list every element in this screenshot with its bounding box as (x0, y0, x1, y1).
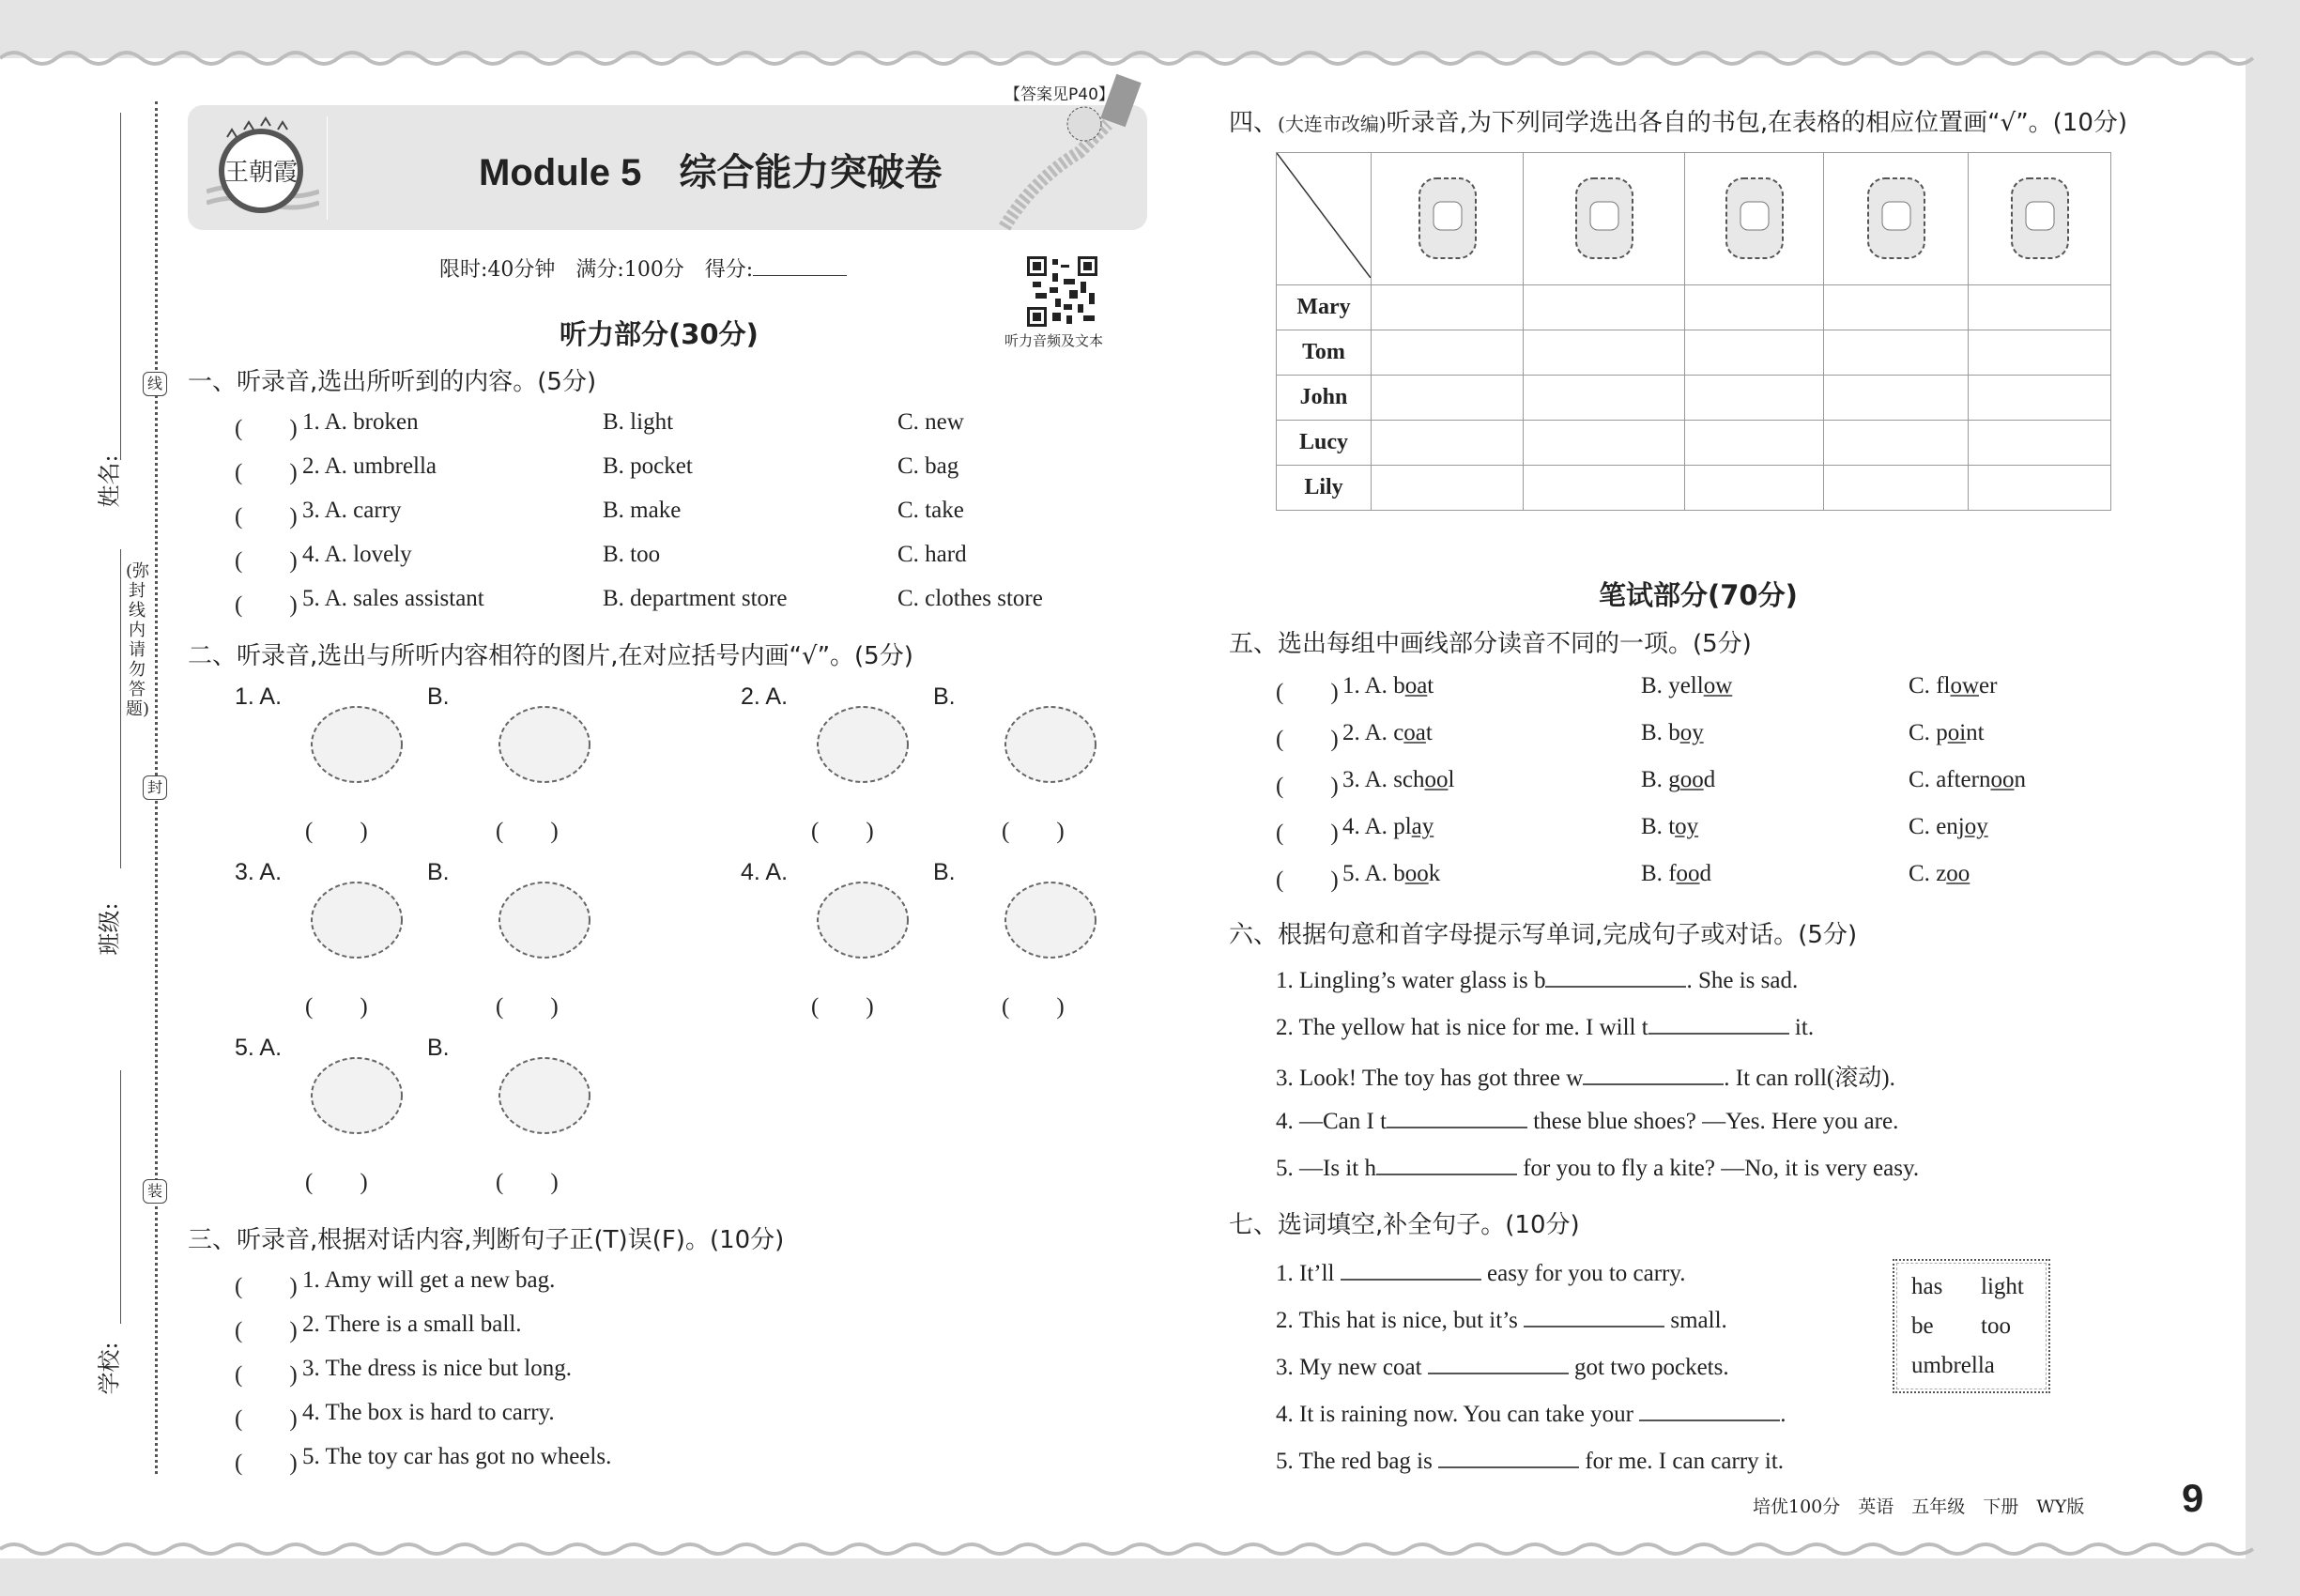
answer-paren[interactable]: ( ) (235, 548, 298, 574)
word-suffix: nt (1966, 720, 1985, 745)
s2-title: 二、听录音,选出与所听内容相符的图片,在对应括号内画“√”。(5分) (188, 642, 913, 670)
answer-paren-b[interactable]: ( ) (496, 994, 559, 1020)
picture-label-a: 1. A. (235, 683, 283, 710)
answer-paren[interactable]: ( ) (235, 1274, 298, 1299)
underlined-letters: ay (1411, 814, 1434, 839)
sentence-start: 5. The red bag is (1276, 1449, 1439, 1474)
sentence-start: 4. It is raining now. You can take your (1276, 1402, 1640, 1427)
sentence-end: . (1780, 1402, 1786, 1427)
check-cell[interactable] (1372, 376, 1524, 421)
sentence-end: got two pockets. (1568, 1355, 1729, 1380)
answer-paren-b[interactable]: ( ) (1002, 819, 1065, 844)
phonics-option (1909, 767, 2026, 793)
girl-suitcase-image (994, 864, 1107, 976)
student-name: John (1277, 376, 1372, 421)
option-label: 4. A. (1342, 814, 1394, 839)
word-prefix: c (1393, 720, 1404, 745)
answer-paren-b[interactable]: ( ) (496, 819, 559, 844)
class-answer-line[interactable] (120, 549, 121, 868)
pencils-image (488, 688, 601, 801)
answer-blank[interactable] (1438, 1446, 1579, 1468)
fill-sentence (1276, 1352, 1729, 1381)
underlined-letters: ow (1950, 673, 1980, 698)
wavy-border-top (0, 47, 2300, 69)
answer-paren-a[interactable]: ( ) (811, 819, 874, 844)
answer-blank[interactable] (1524, 1305, 1664, 1327)
bag-column-header (1969, 153, 2111, 285)
answer-paren[interactable]: ( ) (235, 1318, 298, 1343)
option-label: C. (1909, 673, 1937, 698)
answer-paren-b[interactable]: ( ) (496, 1170, 559, 1195)
sentence-end: for you to fly a kite? —No, it is very easy. (1516, 1156, 1920, 1181)
answer-paren[interactable]: ( ) (235, 1406, 298, 1432)
check-cell[interactable] (1824, 466, 1969, 511)
sentence-end: small. (1664, 1308, 1727, 1333)
sentence-start: 3. My new coat (1276, 1355, 1428, 1380)
qr-code-icon[interactable] (1027, 256, 1097, 327)
option-b: B. too (603, 542, 661, 567)
answer-paren-a[interactable]: ( ) (305, 994, 368, 1020)
underlined-letters: oa (1403, 720, 1426, 745)
option-c: C. clothes store (897, 586, 1043, 611)
diagonal-line (1277, 153, 1371, 278)
answer-blank[interactable] (1341, 1258, 1481, 1281)
table-row (1277, 376, 2111, 421)
word-suffix: d (1699, 861, 1712, 886)
check-cell[interactable] (1685, 466, 1824, 511)
phonics-option (1641, 720, 1704, 746)
sentence-end: these blue shoes? —Yes. Here you are. (1527, 1109, 1899, 1134)
fill-sentence (1276, 965, 1798, 994)
fill-sentence (1276, 1399, 1786, 1428)
student-name: Tom (1277, 330, 1372, 376)
student-name: Mary (1277, 285, 1372, 330)
bird-image (300, 864, 413, 976)
table-row (1277, 330, 2111, 376)
phonics-option (1342, 673, 1434, 699)
option-b: B. department store (603, 586, 788, 611)
answer-paren[interactable]: ( ) (235, 1450, 298, 1476)
phonics-option (1909, 861, 1970, 887)
fill-sentence (1276, 1106, 1898, 1135)
sentence-end: easy for you to carry. (1480, 1261, 1686, 1286)
option-label: 5. A. (1342, 861, 1394, 886)
kite-image (488, 864, 601, 976)
picture-label-a: 2. A. (741, 683, 789, 710)
option-label: B. (1641, 861, 1669, 886)
seal-seal-mark: 封 (143, 775, 167, 800)
word-prefix: fl (1936, 673, 1951, 698)
answer-paren[interactable]: ( ) (1276, 727, 1339, 752)
word-prefix: aftern (1936, 767, 1991, 792)
sentence-start: 1. Lingling’s water glass is b (1276, 968, 1546, 993)
phonics-option (1641, 861, 1711, 887)
student-name: Lucy (1277, 421, 1372, 466)
option-label: 3. A. (1342, 767, 1394, 792)
option-label: C. (1909, 767, 1937, 792)
answer-paren[interactable]: ( ) (235, 460, 298, 485)
student-name: Lily (1277, 466, 1372, 511)
phonics-option (1641, 767, 1715, 793)
table-row (1277, 466, 2111, 511)
statement: 2. There is a small ball. (302, 1312, 522, 1337)
picture-label-b: B. (933, 859, 956, 885)
page-title: Module 5 综合能力突破卷 (479, 152, 943, 193)
check-cell[interactable] (1824, 376, 1969, 421)
boy-cycling-image (300, 1039, 413, 1152)
check-cell[interactable] (1524, 285, 1685, 330)
s1-title: 一、听录音,选出所听到的内容。(5分) (188, 368, 597, 396)
bag-column-header (1824, 153, 1969, 285)
boy-fallen-bike-image (488, 1039, 601, 1152)
statement: 4. The box is hard to carry. (302, 1400, 555, 1425)
sentence-end: it. (1788, 1015, 1815, 1040)
title-banner (188, 105, 1147, 230)
no-answer-notice: (弥封线内请勿答题) (126, 561, 150, 719)
word-prefix: z (1936, 861, 1947, 886)
check-cell[interactable] (1372, 285, 1524, 330)
fill-sentence (1276, 1446, 1784, 1475)
check-cell[interactable] (1372, 466, 1524, 511)
s5-title: 五、选出每组中画线部分读音不同的一项。(5分) (1229, 630, 1752, 658)
check-cell[interactable] (1524, 330, 1685, 376)
option-label: 1. A. (1342, 673, 1394, 698)
option-a: 1. A. broken (302, 409, 419, 435)
sneakers-image (994, 688, 1107, 801)
picture-label-b: B. (427, 859, 450, 885)
option-a: 5. A. sales assistant (302, 586, 484, 611)
check-cell[interactable] (1685, 376, 1824, 421)
wavy-border-bottom (0, 1540, 2300, 1568)
school-label: 学校: (96, 1342, 123, 1395)
bag-column-header (1524, 153, 1685, 285)
answer-reference: 【答案见P40】 (1004, 85, 1114, 104)
fill-sentence (1276, 1258, 1686, 1287)
phonics-option (1909, 720, 1985, 746)
s7-title: 七、选词填空,补全句子。(10分) (1229, 1211, 1580, 1239)
underlined-letters: oy (1679, 720, 1704, 745)
answer-paren-a[interactable]: ( ) (811, 994, 874, 1020)
bag-choice-table (1276, 152, 2111, 511)
answer-paren-b[interactable]: ( ) (1002, 994, 1065, 1020)
table-row (1277, 285, 2111, 330)
underlined-letters: oy (1964, 814, 1988, 839)
seal-line-mark: 线 (143, 372, 167, 396)
diagonal-header-cell (1277, 153, 1372, 285)
answer-blank[interactable] (1376, 1153, 1517, 1175)
s4-title (1229, 103, 2127, 138)
banner-divider (327, 116, 328, 220)
class-label: 班级: (96, 902, 123, 956)
statement: 5. The toy car has got no wheels. (302, 1444, 612, 1469)
fill-sentence (1276, 1059, 1895, 1093)
option-label: C. (1909, 861, 1937, 886)
check-cell[interactable] (1372, 421, 1524, 466)
answer-paren[interactable]: ( ) (235, 1362, 298, 1388)
word-bank-word: be (1911, 1313, 1934, 1339)
answer-paren[interactable]: ( ) (235, 416, 298, 441)
word-bank-box (1893, 1259, 2050, 1393)
school-answer-line[interactable] (120, 1070, 121, 1324)
qr-caption: 听力音频及文本 (1004, 332, 1104, 349)
answer-paren[interactable]: ( ) (1276, 774, 1339, 799)
phonics-option (1641, 814, 1698, 840)
answer-blank[interactable] (1387, 1106, 1527, 1128)
word-suffix: n (2014, 767, 2026, 792)
check-cell[interactable] (1524, 376, 1685, 421)
option-a: 3. A. carry (302, 498, 402, 523)
check-cell[interactable] (1824, 330, 1969, 376)
word-prefix: b (1393, 673, 1405, 698)
word-prefix: yell (1668, 673, 1704, 698)
table-row (1277, 421, 2111, 466)
word-bank-word: too (1981, 1313, 2011, 1339)
word-prefix: b (1393, 861, 1405, 886)
phonics-option (1342, 861, 1440, 887)
word-suffix: k (1428, 861, 1441, 886)
picture-label-a: 5. A. (235, 1035, 283, 1061)
option-label: 2. A. (1342, 720, 1394, 745)
sentence-start: 5. —Is it h (1276, 1156, 1376, 1181)
bag-column-header (1372, 153, 1524, 285)
underlined-letters: oo (1404, 861, 1429, 886)
picture-label-a: 4. A. (741, 859, 789, 885)
name-label: 姓名: (96, 454, 123, 508)
word-prefix: g (1668, 767, 1680, 792)
check-cell[interactable] (1685, 421, 1824, 466)
check-cell[interactable] (1969, 421, 2111, 466)
page-number: 9 (2182, 1476, 2204, 1520)
answer-blank[interactable] (1583, 1063, 1724, 1085)
writing-section-title: 笔试部分(70分) (1599, 579, 1798, 611)
picture-label-b: B. (427, 1035, 450, 1061)
check-cell[interactable] (1685, 330, 1824, 376)
word-suffix: er (1979, 673, 1998, 698)
word-prefix: f (1668, 861, 1677, 886)
dress-image (806, 688, 919, 801)
s6-title: 六、根据句意和首字母提示写单词,完成句子或对话。(5分) (1229, 921, 1858, 949)
check-cell[interactable] (1372, 330, 1524, 376)
answer-paren-a[interactable]: ( ) (305, 819, 368, 844)
underlined-letters: ow (1703, 673, 1733, 698)
word-prefix: p (1936, 720, 1948, 745)
listening-section-title: 听力部分(30分) (560, 318, 759, 350)
option-c: C. new (897, 409, 964, 435)
pencil-compass-image (300, 688, 413, 801)
option-b: B. light (603, 409, 674, 435)
face-bag-icon (1854, 164, 1939, 274)
sentence-start: 4. —Can I t (1276, 1109, 1388, 1134)
phonics-option (1641, 673, 1732, 699)
s4-title-main: 听录音,为下列同学选出各自的书包,在表格的相应位置画“√”。(10分) (1386, 109, 2128, 137)
word-suffix: t (1427, 673, 1434, 698)
bag-column-header (1685, 153, 1824, 285)
word-suffix: t (1425, 720, 1433, 745)
answer-blank[interactable] (1648, 1012, 1789, 1035)
sentence-start: 3. Look! The toy has got three w (1276, 1066, 1584, 1091)
word-prefix: b (1668, 720, 1680, 745)
underlined-letters: oo (1679, 767, 1704, 792)
sentence-start: 1. It’ll (1276, 1261, 1341, 1286)
answer-paren[interactable]: ( ) (235, 504, 298, 529)
option-label: B. (1641, 814, 1669, 839)
word-prefix: enj (1936, 814, 1965, 839)
sentence-start: 2. The yellow hat is nice for me. I will t (1276, 1015, 1648, 1040)
option-c: C. bag (897, 453, 959, 479)
s3-title: 三、听录音,根据对话内容,判断句子正(T)误(F)。(10分) (188, 1226, 785, 1254)
statement: 1. Amy will get a new bag. (302, 1267, 556, 1293)
option-label: C. (1909, 814, 1937, 839)
underlined-letters: oo (1676, 861, 1700, 886)
sentence-end: . She is sad. (1686, 968, 1799, 993)
fill-sentence (1276, 1305, 1727, 1334)
check-cell[interactable] (1969, 466, 2111, 511)
option-label: B. (1641, 673, 1669, 698)
answer-paren[interactable]: ( ) (1276, 680, 1339, 705)
word-suffix: l (1448, 767, 1455, 792)
seal-bind-mark: 装 (143, 1179, 167, 1204)
score-blank[interactable] (753, 275, 847, 276)
underlined-letters: oo (1990, 767, 2015, 792)
phonics-option (1342, 814, 1434, 840)
option-c: C. take (897, 498, 964, 523)
answer-blank[interactable] (1428, 1352, 1569, 1374)
check-cell[interactable] (1524, 421, 1685, 466)
check-cell[interactable] (1524, 466, 1685, 511)
svg-text:王朝霞: 王朝霞 (223, 159, 299, 187)
satchel-bag-icon (1405, 164, 1490, 274)
picture-label-a: 3. A. (235, 859, 283, 885)
check-cell[interactable] (1969, 376, 2111, 421)
word-bank-word: has (1911, 1274, 1943, 1299)
option-c: C. hard (897, 542, 967, 567)
check-cell[interactable] (1824, 421, 1969, 466)
sentence-end: for me. I can carry it. (1579, 1449, 1785, 1474)
fill-sentence (1276, 1153, 1919, 1182)
sentence-start: 2. This hat is nice, but it’s (1276, 1308, 1525, 1333)
option-a: 2. A. umbrella (302, 453, 437, 479)
picture-label-b: B. (933, 683, 956, 710)
trolley-bag-icon (1712, 164, 1797, 274)
word-bank-word: umbrella (1911, 1353, 1995, 1378)
footer-series: 培优100分 英语 五年级 下册 WY版 (1753, 1496, 2085, 1517)
option-b: B. pocket (603, 453, 693, 479)
panda-bag-icon (1562, 164, 1647, 274)
phonics-option (1909, 673, 1997, 699)
check-cell[interactable] (1685, 285, 1824, 330)
answer-paren-a[interactable]: ( ) (305, 1170, 368, 1195)
option-label: B. (1641, 767, 1669, 792)
option-b: B. make (603, 498, 682, 523)
phonics-option (1342, 720, 1433, 746)
s4-title-prefix: 四、 (1229, 109, 1279, 137)
answer-blank[interactable] (1639, 1399, 1780, 1421)
bunny-bag-icon (1998, 164, 2082, 274)
underlined-letters: oa (1404, 673, 1428, 698)
option-a: 4. A. lovely (302, 542, 412, 567)
underlined-letters: oi (1947, 720, 1967, 745)
option-label: C. (1909, 720, 1937, 745)
check-cell[interactable] (1969, 330, 2111, 376)
picture-label-b: B. (427, 683, 450, 710)
word-suffix: d (1703, 767, 1716, 792)
answer-paren[interactable]: ( ) (1276, 821, 1339, 846)
exam-meta (439, 253, 847, 283)
answer-paren[interactable]: ( ) (235, 592, 298, 618)
word-bank-word: light (1981, 1274, 2024, 1299)
word-prefix: t (1668, 814, 1676, 839)
word-prefix: pl (1393, 814, 1412, 839)
option-label: B. (1641, 720, 1669, 745)
tired-girl-box-image (806, 864, 919, 976)
publisher-logo-icon (207, 116, 319, 220)
underlined-letters: oo (1946, 861, 1970, 886)
check-cell[interactable] (1969, 285, 2111, 330)
statement: 3. The dress is nice but long. (302, 1356, 572, 1381)
underlined-letters: oo (1424, 767, 1449, 792)
answer-paren[interactable]: ( ) (1276, 867, 1339, 893)
answer-blank[interactable] (1545, 965, 1686, 988)
exam-meta-text: 限时:40分钟 满分:100分 得分: (439, 258, 754, 282)
s4-title-source: (大连市改编) (1278, 113, 1387, 135)
name-answer-line[interactable] (120, 113, 121, 460)
word-prefix: sch (1393, 767, 1425, 792)
phonics-option (1909, 814, 1988, 840)
fill-sentence (1276, 1012, 1814, 1041)
check-cell[interactable] (1824, 285, 1969, 330)
sentence-end: . It can roll(滚动). (1724, 1066, 1895, 1091)
underlined-letters: oy (1675, 814, 1699, 839)
phonics-option (1342, 767, 1454, 793)
